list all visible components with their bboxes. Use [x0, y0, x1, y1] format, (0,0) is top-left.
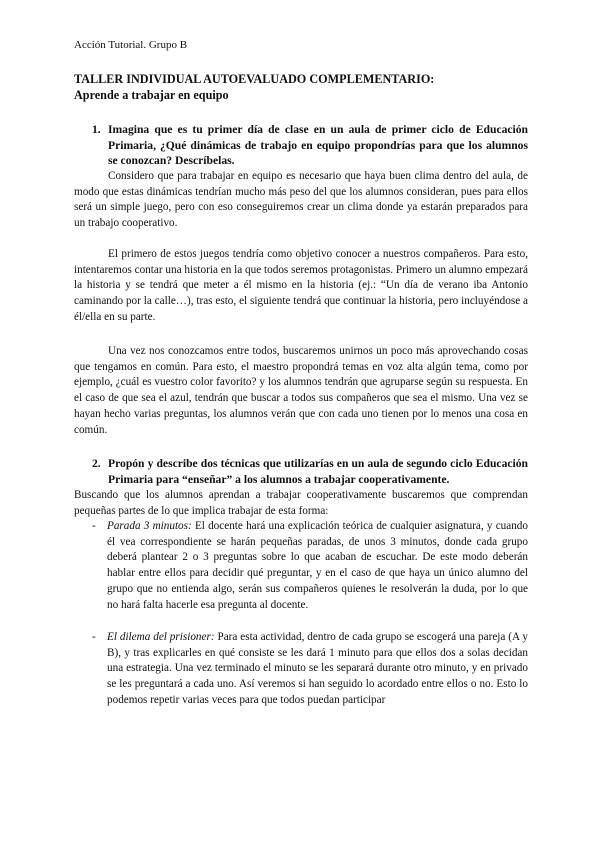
- answer-1-paragraph-2-text: El primero de estos juegos tendría como objetivo conocer a nuestros compañeros. Para esto, intentaremos contar una historia en la que todos seremos protagonistas. Primero un alumno empezará la historia y se tendrá que meter a él mismo en la historia (ej.: “Un día de verano iba Antonio caminando por la calle…), tras esto, el siguiente tendrá que continuar la historia, pero incluyéndose a él/ella en su parte.: [74, 248, 528, 323]
- question-2-text: Propón y describe dos técnicas que utilizarías en un aula de segundo ciclo Educación Primaria para “enseñar” a los alumnos a trabajar cooperativamente.: [108, 457, 528, 486]
- list-dash: -: [92, 520, 96, 532]
- question-1-text: Imagina que es tu primer día de clase en un aula de primer ciclo de Educación Primaria, ¿Qué dinámicas de trabajo en equipo propondrías para que los alumnos se conozcan? Descríbelas.: [108, 123, 528, 168]
- technique-item: [92, 630, 528, 709]
- answer-2-intro: Buscando que los alumnos aprendan a trabajar cooperativamente buscaremos que comprendan pequeñas partes de lo que implica trabajar de esta forma:: [74, 489, 528, 517]
- document-title: [74, 71, 534, 103]
- title-line-2: Aprende a trabajar en equipo: [74, 88, 229, 102]
- answer-1-paragraph-3: [74, 344, 528, 438]
- technique-description: El docente hará una explicación teórica de cualquier asignatura, y cuando él vea correspondiente se harán pequeñas paradas, de unos 3 minutos, donde cada grupo deberá plantear 2 o 3 preguntas sobre lo que acaban de escuchar. De este modo deberán hablar entre ellos para decidir qué preguntar, y en el caso de que haya un único alumno del grupo que no entienda algo, serán sus compañeros quienes le resolverán la duda, por lo que no hará falta hacerle esa pregunta al docente.: [107, 520, 528, 611]
- question-1-number: 1.: [92, 123, 101, 136]
- technique-name: Parada 3 minutos:: [107, 520, 192, 532]
- technique-description: Para esta actividad, dentro de cada grupo se escogerá una pareja (A y B), y tras explicarles en qué consiste se les dará 1 minuto para que ellos dos a solas decidan una estrategia. Una vez terminado el minuto se les separará durante otro minuto, y en privado se les preguntará a cada uno. Así veremos si han seguido lo acordado entre ellos o no. Esto lo podemos repetir varias veces para que todos puedan participar: [107, 631, 528, 706]
- answer-1-paragraph-2: [74, 247, 528, 326]
- title-line-1: TALLER INDIVIDUAL AUTOEVALUADO COMPLEMENTARIO:: [74, 72, 435, 86]
- question-2-heading: [92, 456, 528, 487]
- technique-name: El dilema del prisioner:: [107, 631, 215, 643]
- page-header: Acción Tutorial. Grupo B: [74, 39, 188, 51]
- technique-item: [92, 519, 528, 613]
- question-1-heading: [92, 122, 528, 169]
- answer-1-paragraph-3-text: Una vez nos conozcamos entre todos, buscaremos unirnos un poco más aprovechando cosas que tengamos en común. Para esto, el maestro propondrá temas en voz alta algún tema, como por ejemplo, ¿cuál es vuestro color favorito? y los alumnos tendrán que agruparse según su respuesta. En el caso de que sea el azul, tendrán que buscar a todos sus compañeros que sea el mismo. Una vez se hayan hecho varias preguntas, los alumnos verán que con cada uno tienen por lo menos una cosa en común.: [74, 345, 528, 436]
- answer-1-paragraph-1-text: Considero que para trabajar en equipo es necesario que haya buen clima dentro del aula, de modo que estas dinámicas tendrían mucho más peso del que los alumnos consideran, pues para ellos será un simple juego, pero con eso conseguiremos crear un clima donde ya estarán preparados para un trabajo cooperativo.: [74, 170, 528, 230]
- list-dash: -: [92, 631, 96, 643]
- question-2-number: 2.: [92, 457, 101, 470]
- answer-1-paragraph-1: [74, 169, 528, 232]
